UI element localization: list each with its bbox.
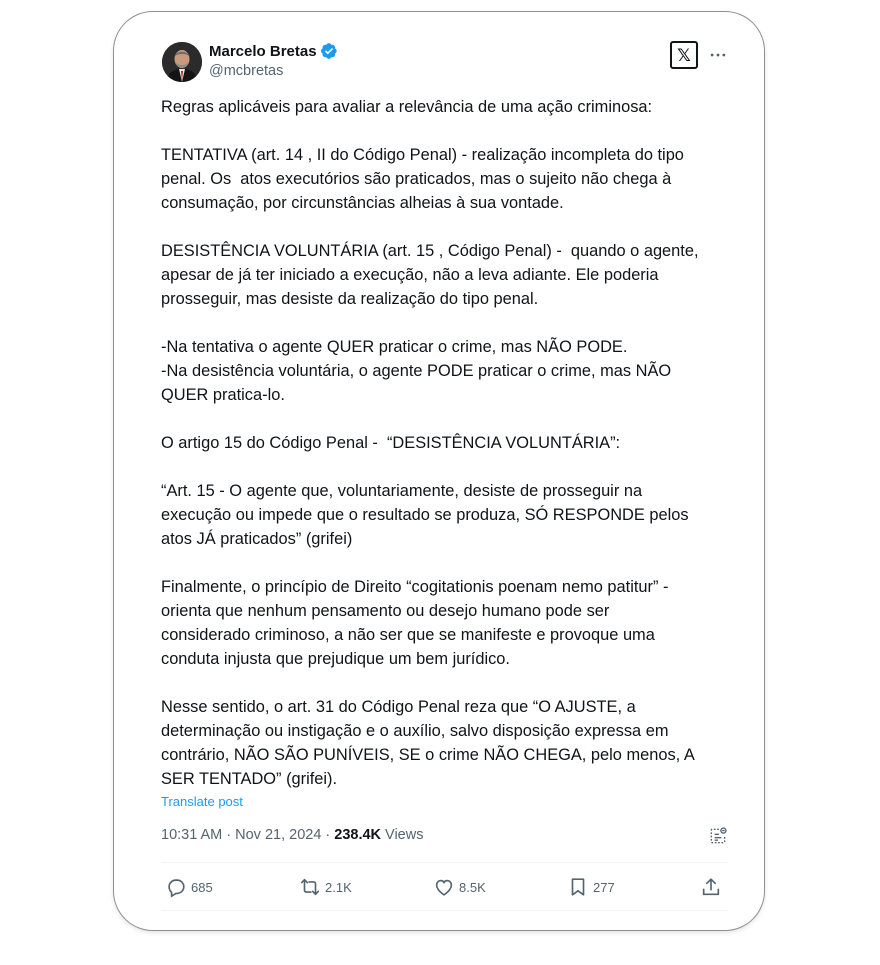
tweet-text: Regras aplicáveis para avaliar a relevância de uma ação criminosa: TENTATIVA (art. 14 , II do Código Penal) - realização incompleta do tipo penal. Os atos executórios são praticados, mas o sujeito não chega à consumação, por circunstâncias alheias à sua vontade. DESISTÊNCIA VOLUNTÁRIA (art. 15 , Código Penal) - quando o agente, apesar de já ter iniciado a execução, não a leva adiante. Ele poderia prosseguir, mas desiste da realização do tipo penal. -Na tentativa o agente QUER praticar o crime, mas NÃO PODE. -Na desistência voluntária, o agente PODE praticar o crime, mas NÃO QUER pratica-lo. O artigo 15 do Código Penal - “DESISTÊNCIA VOLUNTÁRIA”: “Art. 15 - O agente que, voluntariamente, desiste de prosseguir na execução ou impede que o resultado se produza, SÓ RESPONDE pelos atos JÁ praticados” (grifei) Finalmente, o princípio de Direito “cogitationis poenam nemo patitur” - orienta que nenhum pensamento ou desejo humano pode ser considerado criminoso, a não ser que se manifeste e provoque uma conduta injusta que prejudique um bem jurídico. Nesse sentido, o art. 31 do Código Penal reza que “O AJUSTE, a determinação ou instigação e o auxílio, salvo disposição expressa em contrário, NÃO SÃO PUNÍVEIS, SE o crime NÃO CHEGA, pelo menos, A SER TENTADO” (grifei). xyxy=(161,98,699,788)
bookmark-button[interactable] xyxy=(567,876,615,898)
share-icon xyxy=(700,876,722,898)
heart-icon xyxy=(433,876,455,898)
bookmark-count: 277 xyxy=(593,879,615,895)
tweet-card xyxy=(113,11,765,931)
author-name[interactable]: Marcelo Bretas xyxy=(209,42,317,60)
reply-icon xyxy=(165,876,187,898)
views-count: 238.4K xyxy=(334,827,382,843)
bookmark-icon xyxy=(567,876,589,898)
reply-button[interactable] xyxy=(165,876,213,898)
author-name-row xyxy=(209,42,338,60)
avatar[interactable] xyxy=(162,42,202,82)
repost-button[interactable] xyxy=(299,876,352,898)
like-count: 8.5K xyxy=(459,879,486,895)
author-handle[interactable]: @mcbretas xyxy=(209,63,284,79)
divider xyxy=(161,862,728,863)
verified-badge-icon[interactable] xyxy=(320,42,338,60)
reply-count: 685 xyxy=(191,879,213,895)
views-label: Views xyxy=(385,827,424,843)
tweet-timestamp[interactable]: 10:31 AM · Nov 21, 2024 · xyxy=(161,827,331,843)
analytics-icon[interactable] xyxy=(708,826,728,846)
repost-count: 2.1K xyxy=(325,879,352,895)
like-button[interactable] xyxy=(433,876,486,898)
x-logo-icon[interactable]: 𝕏 xyxy=(670,41,698,69)
repost-icon xyxy=(299,876,321,898)
more-options-icon[interactable] xyxy=(706,43,730,67)
translate-post-link[interactable]: Translate post xyxy=(161,794,243,809)
tweet-meta xyxy=(161,827,423,843)
share-button[interactable] xyxy=(700,876,722,898)
divider xyxy=(161,910,728,911)
